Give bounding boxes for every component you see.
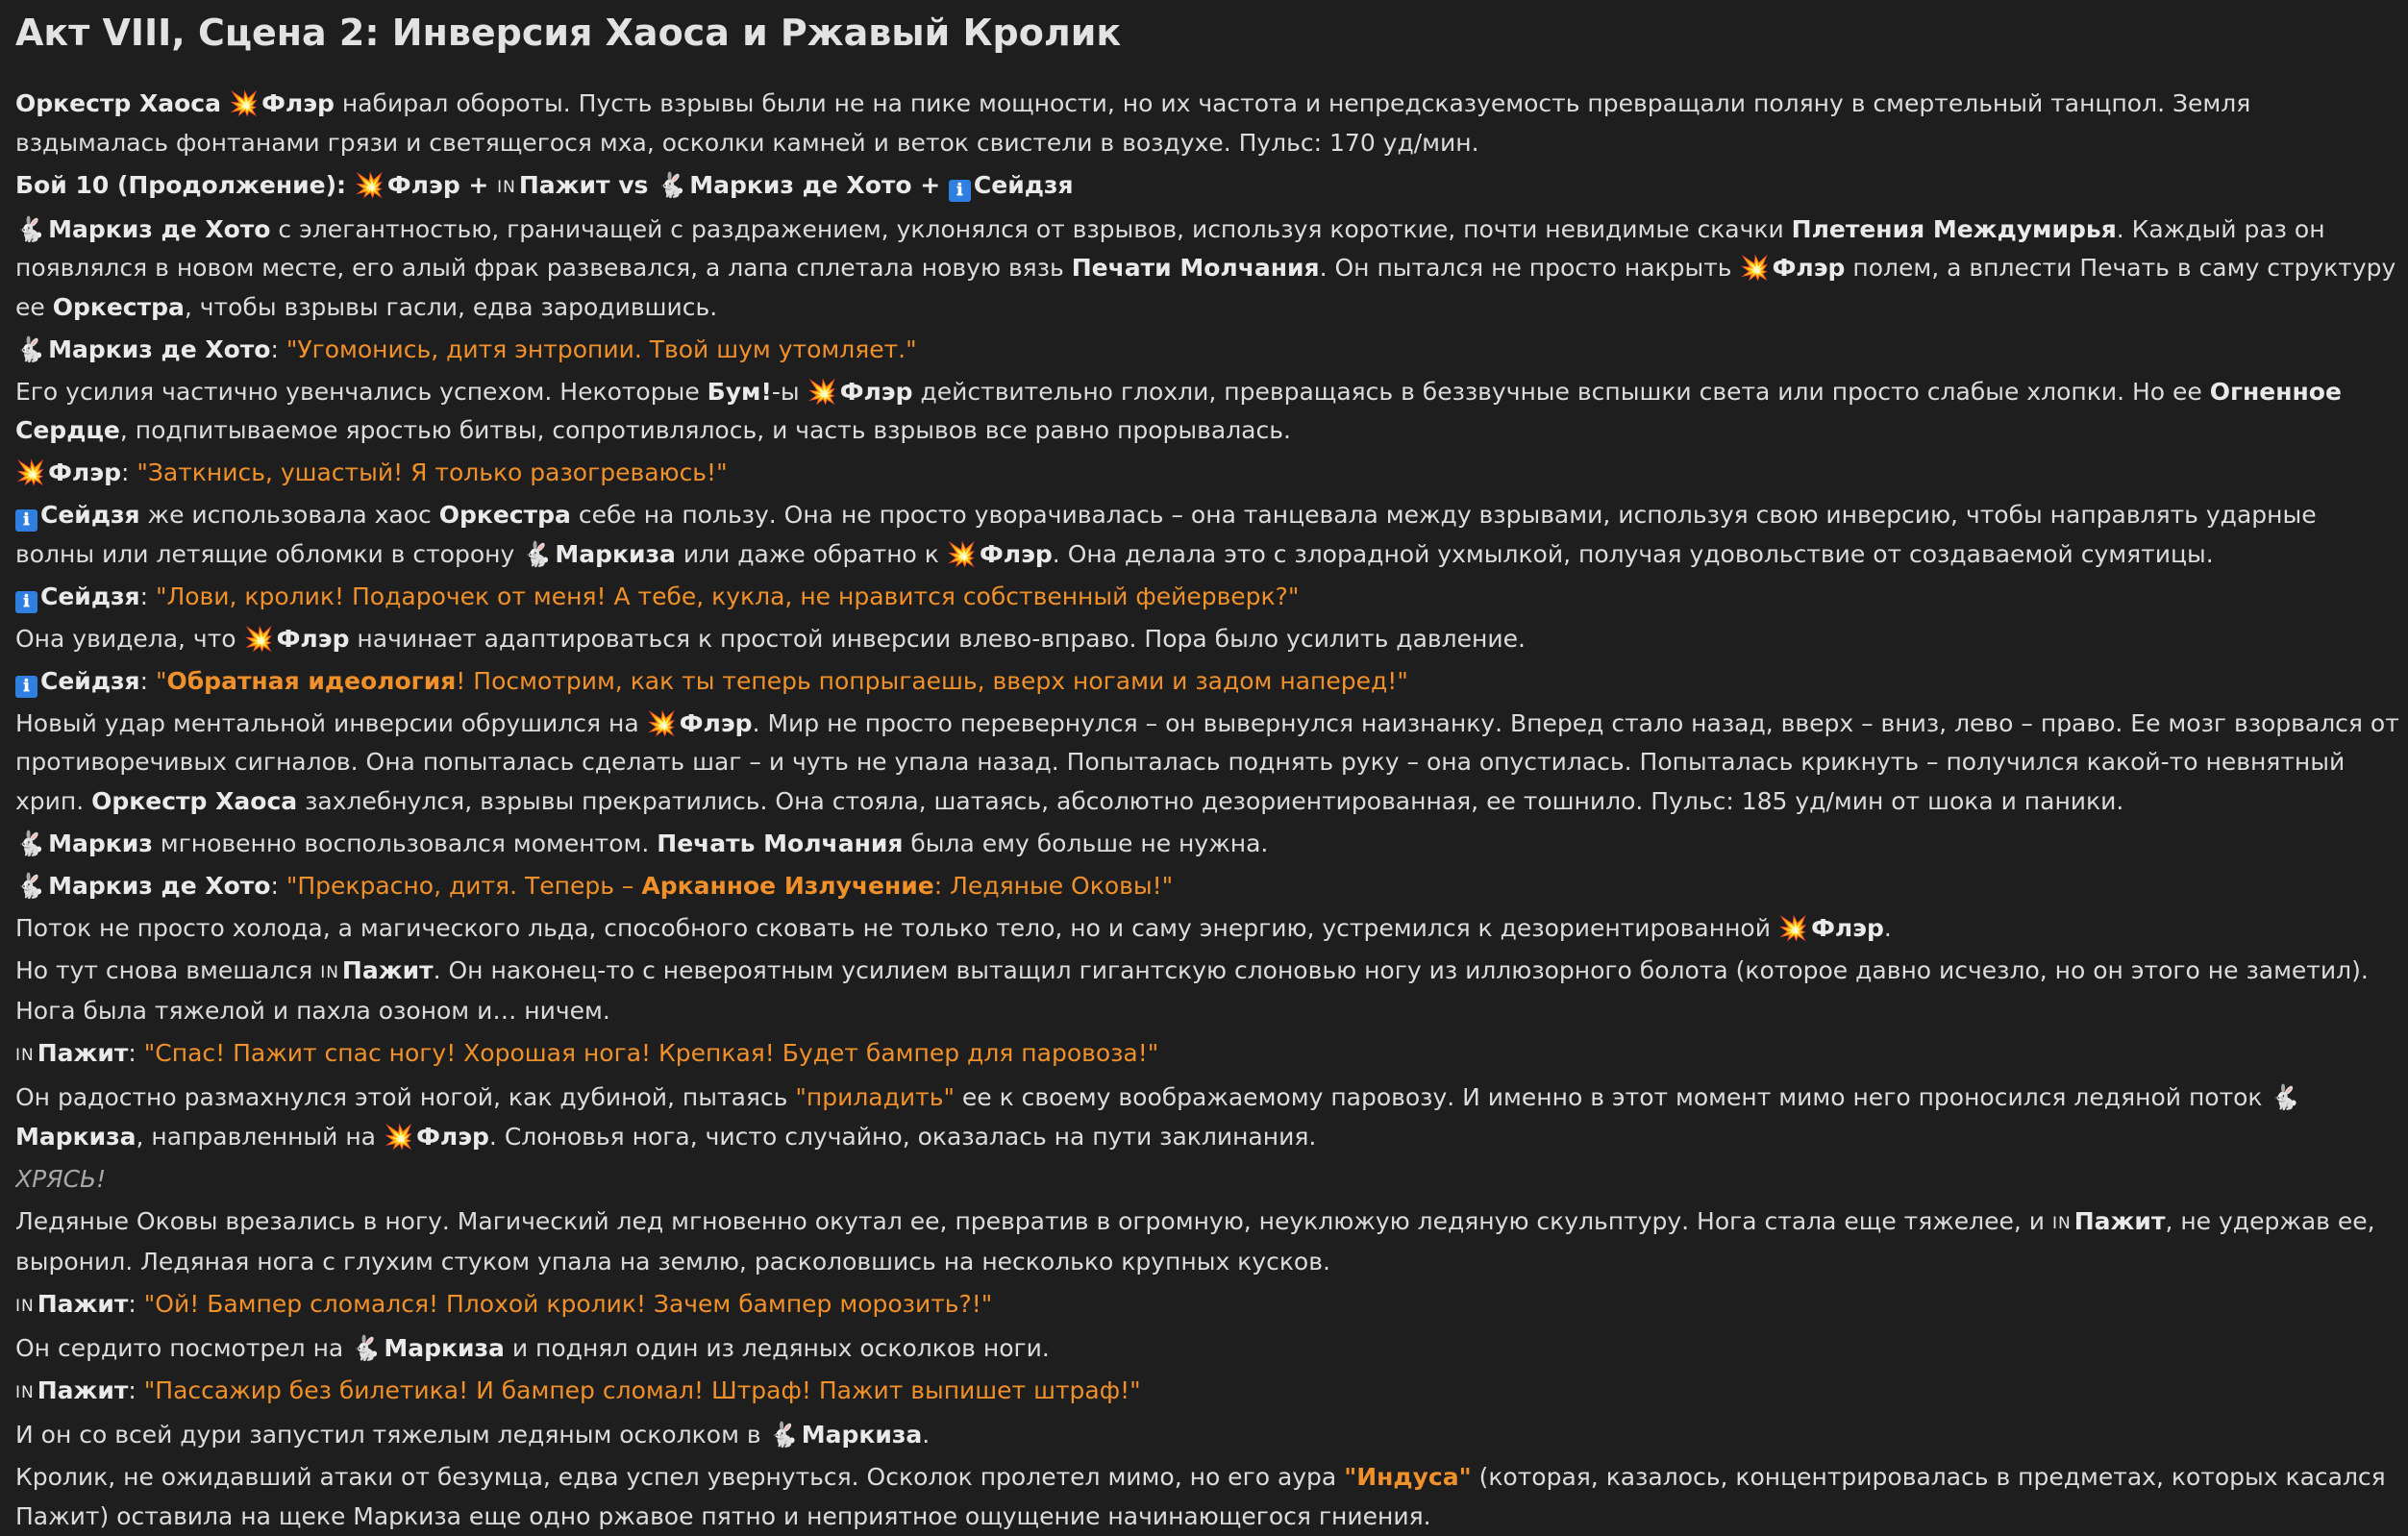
text-segment: И он со всей дури запустил тяжелым ледяным осколком в — [15, 1421, 769, 1449]
paragraph — [15, 373, 2399, 451]
bold-text: Флэр — [48, 458, 121, 486]
text-segment: или даже обратно к — [675, 539, 947, 568]
paragraph — [15, 1202, 2399, 1282]
text-segment: Он сердито посмотрел на — [15, 1334, 352, 1362]
input-symbol-icon: IN — [497, 177, 516, 197]
text-segment: . Он пытался не просто накрыть — [1319, 254, 1740, 282]
explosion-icon: 💥 — [946, 539, 977, 568]
paragraph — [15, 578, 2399, 617]
bold-text: Флэр — [679, 708, 753, 737]
explosion-icon: 💥 — [383, 1122, 414, 1151]
dialogue-quote: "Лови, кролик! Подарочек от меня! А тебе, кукла, не нравится собственный фейерверк?" — [155, 582, 1300, 610]
text-segment: Он радостно размахнулся этой ногой, как дубиной, пытаясь — [15, 1083, 796, 1111]
document — [15, 0, 2399, 1536]
text-segment: . — [922, 1421, 931, 1449]
explosion-icon: 💥 — [646, 708, 677, 737]
info-icon: ℹ — [15, 676, 37, 698]
text-segment: Кролик, не ожидавший атаки от безумца, едва успел увернуться. Осколок пролетел мимо, но его аура — [15, 1463, 1345, 1491]
paragraph — [15, 825, 2399, 864]
bold-text: Печать Молчания — [657, 829, 904, 857]
text-segment: , направленный на — [136, 1122, 384, 1151]
bold-text: Огненное Сердце — [15, 377, 2342, 444]
text-segment: : — [270, 871, 286, 900]
text-segment: набирал обороты. Пусть взрывы были не на пике мощности, но их частота и непредсказуемость превращали поляну в смертельный танцпол. Земля вздымалась фонтанами грязи и светящегося мха, осколки камней и веток свистели в воздухе. Пульс: 170 уд/мин. — [15, 89, 2251, 157]
bold-text: Пажит — [2073, 1206, 2166, 1235]
info-icon: ℹ — [15, 509, 37, 532]
text-segment: Ледяные Оковы врезались в ногу. Магический лед мгновенно окутал ее, превратив в огромную, неуклюжую ледяную скульптуру. Нога стала еще тяжелее, и — [15, 1206, 2053, 1235]
italic-text: ХРЯСЬ! — [15, 1164, 107, 1193]
dialogue-quote: "Заткнись, ушастый! Я только разогреваюсь!" — [137, 458, 728, 486]
bold-text: Сейдзя — [40, 501, 140, 529]
dialogue-quote: "Прекрасно, дитя. Теперь – — [285, 871, 642, 900]
rabbit-icon: 🐇 — [15, 871, 46, 900]
bold-text: Оркестр Хаоса — [15, 89, 221, 117]
text-segment: захлебнулся, взрывы прекратились. Она стояла, шатаясь, абсолютно дезориентированная, ее тошнило. Пульс: 185 уд/мин от шока и паники. — [297, 786, 2124, 815]
bold-text: Сейдзя — [973, 170, 1074, 199]
bold-text: Пажит — [37, 1376, 129, 1404]
input-symbol-icon: IN — [2052, 1213, 2072, 1233]
page-title: Акт VIII, Сцена 2: Инверсия Хаоса и Ржавый Кролик — [15, 12, 1122, 54]
text-segment: Но тут снова вмешался — [15, 955, 321, 984]
paragraph — [15, 1034, 2399, 1076]
bold-text: Маркиз де Хото — [48, 871, 271, 900]
text-segment: , подпитываемое яростью битвы, сопротивлялось, и часть взрывов все равно прорывалась. — [119, 416, 1291, 444]
paragraph — [15, 1160, 2399, 1200]
dialogue-quote: Арканное Излучение — [641, 871, 934, 900]
text-segment: действительно глохли, превращаясь в беззвучные вспышки света или просто слабые хлопки. Но ее — [912, 377, 2210, 406]
rabbit-icon: 🐇 — [351, 1334, 382, 1362]
rabbit-icon: 🐇 — [15, 214, 46, 243]
paragraph — [15, 85, 2399, 162]
paragraph — [15, 454, 2399, 493]
dialogue-quote: "приладить" — [795, 1083, 955, 1111]
text-segment: . Слоновья нога, чисто случайно, оказалась на пути заклинания. — [488, 1122, 1317, 1151]
explosion-icon: 💥 — [15, 458, 46, 486]
text-segment: -ы — [771, 377, 807, 406]
text-segment: с элегантностью, граничащей с раздражением, уклонялся от взрывов, используя короткие, почти невидимые скачки — [270, 214, 1792, 243]
dialogue-quote: Обратная идеология — [166, 666, 457, 695]
text-segment: Новый удар ментальной инверсии обрушился на — [15, 708, 647, 737]
text-segment: Поток не просто холода, а магического льда, способного сковать не только тело, но и саму энергию, устремился к дезориентированной — [15, 913, 1778, 942]
explosion-icon: 💥 — [354, 170, 385, 199]
bold-text: Сейдзя — [40, 582, 140, 610]
input-symbol-icon: IN — [15, 1046, 35, 1065]
text-segment: . — [1883, 913, 1892, 942]
bold-text: Бой 10 (Продолжение): — [15, 170, 355, 199]
text-segment: (которая, казалось, концентрировалась в предметах, которых касался Пажит) оставила на щеке Маркиза еще одно ржавое пятно и неприятное ощущение начинающегося гниения. — [15, 1463, 2386, 1530]
info-icon: ℹ — [949, 180, 971, 202]
bold-text: Маркиза — [15, 1122, 137, 1151]
bold-text: Пажит — [37, 1039, 129, 1067]
text-segment: полем, а вплести Печать в саму структуру ее — [15, 254, 2396, 321]
explosion-icon: 💥 — [1739, 254, 1770, 282]
text-segment: , чтобы взрывы гасли, едва зародившись. — [184, 292, 718, 321]
explosion-icon: 💥 — [228, 89, 260, 117]
text-segment: : — [139, 582, 156, 610]
text-segment: Она увидела, что — [15, 624, 244, 653]
text-segment: была ему больше не нужна. — [903, 829, 1269, 857]
bold-text: Маркиза — [384, 1334, 505, 1362]
dialogue-quote: " — [155, 666, 167, 695]
bold-text: Оркестра — [438, 501, 571, 529]
text-segment: . Каждый раз он появлялся в новом месте, его алый фрак развевался, а лапа сплетала новую вязь — [15, 214, 2325, 282]
bold-text: Маркиза — [555, 539, 676, 568]
bold-text: Флэр — [1811, 913, 1884, 942]
bold-text: Маркиз де Хото — [48, 214, 271, 243]
text-segment — [221, 89, 229, 117]
explosion-icon: 💥 — [243, 624, 274, 653]
paragraph — [15, 705, 2399, 822]
text-segment: себе на пользу. Она не просто уворачивалась – она танцевала между взрывами, используя свою инверсию, чтобы направлять ударные волны или летящие обломки в сторону — [15, 501, 2317, 568]
bold-text: Печати Молчания — [1071, 254, 1320, 282]
input-symbol-icon: IN — [15, 1297, 35, 1316]
bold-text: Оркестр Хаоса — [91, 786, 298, 815]
paragraph — [15, 620, 2399, 659]
bold-text: Пажит vs — [518, 170, 658, 199]
dialogue-quote: "Пассажир без билетика! И бампер сломал! Штраф! Пажит выпишет штраф!" — [143, 1376, 1141, 1404]
bold-text: Пажит — [341, 955, 434, 984]
text-segment: : — [128, 1039, 144, 1067]
paragraph — [15, 909, 2399, 949]
text-segment: и поднял один из ледяных осколков ноги. — [504, 1334, 1050, 1362]
paragraph — [15, 1372, 2399, 1413]
bold-text: Флэр — [276, 624, 350, 653]
bold-text: Маркиза — [801, 1421, 923, 1449]
text-segment: же использовала хаос — [139, 501, 439, 529]
dialogue-quote: "Спас! Пажит спас ногу! Хорошая нога! Крепкая! Будет бампер для паровоза!" — [143, 1039, 1159, 1067]
paragraph — [15, 1416, 2399, 1455]
bold-text: Флэр + — [386, 170, 498, 199]
paragraph — [15, 166, 2399, 208]
bold-text: Маркиз де Хото + — [689, 170, 949, 199]
paragraph — [15, 1078, 2399, 1156]
bold-text: Флэр — [839, 377, 913, 406]
bold-text: Маркиз де Хото — [48, 334, 271, 363]
rabbit-icon: 🐇 — [657, 170, 687, 199]
rabbit-icon: 🐇 — [2270, 1083, 2300, 1111]
info-icon: ℹ — [15, 591, 37, 613]
text-segment: мгновенно воспользовался моментом. — [152, 829, 658, 857]
text-segment: : — [270, 334, 286, 363]
text-segment: , не удержав ее, выронил. Ледяная нога с глухим стуком упала на землю, расколовшись на несколько крупных кусков. — [15, 1206, 2375, 1276]
bold-text: Флэр — [979, 539, 1053, 568]
paragraph — [15, 1285, 2399, 1326]
input-symbol-icon: IN — [320, 962, 339, 982]
text-segment: : — [128, 1290, 144, 1318]
text-segment: : — [128, 1376, 144, 1404]
paragraph — [15, 867, 2399, 906]
bold-text: Оркестра — [52, 292, 185, 321]
bold-text: Флэр — [261, 89, 335, 117]
text-segment: . Он наконец-то с невероятным усилием вытащил гигантскую слоновью ногу из иллюзорного болота (которое давно исчезло, но он этого не заметил). Нога была тяжелой и пахла озоном и… ничем. — [15, 955, 2369, 1025]
rabbit-icon: 🐇 — [522, 539, 553, 568]
paragraph — [15, 1329, 2399, 1369]
dialogue-quote: : Ледяные Оковы!" — [933, 871, 1174, 900]
paragraph — [15, 496, 2399, 574]
text-segment: Его усилия частично увенчались успехом. Некоторые — [15, 377, 708, 406]
paragraph — [15, 1458, 2399, 1536]
paragraph — [15, 952, 2399, 1031]
bold-text: Сейдзя — [40, 666, 140, 695]
text-segment: начинает адаптироваться к простой инверсии влево-вправо. Пора было усилить давление. — [349, 624, 1526, 653]
dialogue-quote: "Угомонись, дитя энтропии. Твой шум утомляет." — [285, 334, 917, 363]
paragraph — [15, 331, 2399, 370]
paragraph — [15, 662, 2399, 702]
paragraph — [15, 211, 2399, 328]
bold-text: Флэр — [416, 1122, 489, 1151]
bold-text: Пажит — [37, 1290, 129, 1318]
bold-text: Маркиз — [48, 829, 153, 857]
input-symbol-icon: IN — [15, 1383, 35, 1402]
rabbit-icon: 🐇 — [15, 334, 46, 363]
rabbit-icon: 🐇 — [768, 1421, 799, 1449]
bold-text: Плетения Междумирья — [1791, 214, 2117, 243]
explosion-icon: 💥 — [807, 377, 837, 406]
dialogue-quote: "Индуса" — [1344, 1463, 1472, 1491]
rabbit-icon: 🐇 — [15, 829, 46, 857]
dialogue-quote: "Ой! Бампер сломался! Плохой кролик! Зачем бампер морозить?!" — [143, 1290, 993, 1318]
text-segment: . Она делала это с злорадной ухмылкой, получая удовольствие от создаваемой сумятицы. — [1052, 539, 2214, 568]
text-segment: : — [120, 458, 137, 486]
dialogue-quote: ! Посмотрим, как ты теперь попрыгаешь, вверх ногами и задом наперед!" — [456, 666, 1408, 695]
text-segment: ее к своему воображаемому паровозу. И именно в этот момент мимо него проносился ледяной поток — [954, 1083, 2271, 1111]
explosion-icon: 💥 — [1777, 913, 1809, 942]
document-body — [15, 85, 2399, 1536]
text-segment: : — [139, 666, 156, 695]
text-segment: . Мир не просто перевернулся – он вывернулся наизнанку. Вперед стало назад, вверх – вниз, лево – право. Ее мозг взорвался от противоречивых сигналов. Она попыталась сделать шаг – и чуть не упала назад. Попыталась поднять руку – она опустилась. Попыталась крикнуть – получился какой-то невнятный хрип. — [15, 708, 2399, 815]
bold-text: Флэр — [1772, 254, 1846, 282]
bold-text: Бум! — [707, 377, 772, 406]
